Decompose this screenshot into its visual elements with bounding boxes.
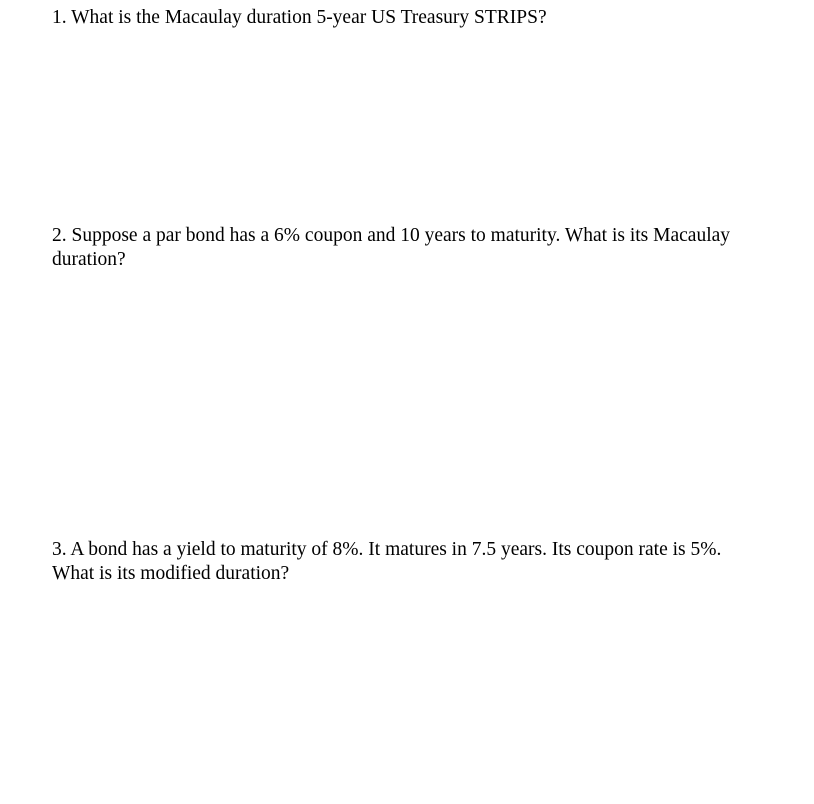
question-1 (52, 6, 752, 30)
question-1-text: 1. What is the Macaulay duration 5-year US Treasury STRIPS? (52, 7, 547, 28)
question-2 (52, 224, 752, 272)
question-2-line-2: duration? (52, 249, 126, 270)
question-3 (52, 538, 752, 586)
question-2-line-1: 2. Suppose a par bond has a 6% coupon and 10 years to maturity. What is its Macaulay (52, 225, 731, 246)
question-3-line-1: 3. A bond has a yield to maturity of 8%. It matures in 7.5 years. Its coupon rate is 5%. (52, 539, 722, 560)
question-3-line-2: What is its modified duration? (52, 563, 290, 584)
